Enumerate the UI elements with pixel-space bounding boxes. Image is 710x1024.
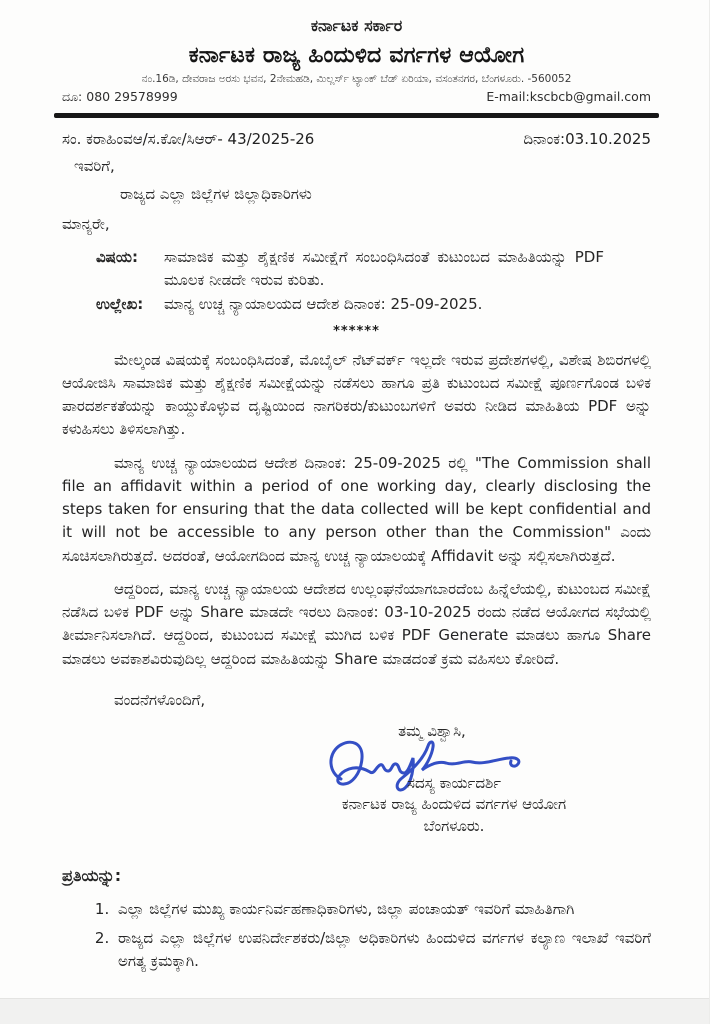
phone-number: ದೂ: 080 29578999 (62, 89, 178, 104)
body-paragraph-1: ಮೇಲ್ಕಂಡ ವಿಷಯಕ್ಕೆ ಸಂಬಂಧಿಸಿದಂತೆ, ಮೊಬೈಲ್ ನೆಟ್‌ವರ್ಕ್ ಇಲ್ಲದೇ ಇರುವ ಪ್ರದೇಶಗಳಲ್ಲಿ, ವಿಶೇಷ ಶಿಬಿರಗಳಲ್ಲಿ ಆಯೋಜಿಸಿ ಸಾಮಾಜಿಕ ಮತ್ತು ಶೈಕ್ಷಣಿಕ ಸಮೀಕ್ಷೆಯನ್ನು ನಡೆಸಲು ಹಾಗೂ ಪ್ರತಿ ಕುಟುಂಬದ ಸಮೀಕ್ಷೆ ಪೂರ್ಣಗೊಂಡ ಬಳಿಕ ಪಾರದರ್ಶಕತೆಯನ್ನು ಕಾಯ್ದುಕೊಳ್ಳುವ ದೃಷ್ಟಿಯಿಂದ ನಾಗರಿಕರು/ಕುಟುಂಬಗಳಿಗೆ ಅವರು ನೀಡಿದ ಮಾಹಿತಿಯ PDF ಅನ್ನು ಕಳುಹಿಸಲು ತಿಳಿಸಲಾಗಿತ್ತು. (62, 350, 651, 439)
reference-row (62, 130, 651, 148)
body-paragraph-3: ಆದ್ದರಿಂದ, ಮಾನ್ಯ ಉಚ್ಚ ನ್ಯಾಯಾಲಯ ಆದೇಶದ ಉಲ್ಲಂಘನೆಯಾಗಬಾರದೆಂಬ ಹಿನ್ನೆಲೆಯಲ್ಲಿ, ಕುಟುಂಬದ ಸಮೀಕ್ಷೆ ನಡೆಸಿದ ಬಳಿಕ PDF ಅನ್ನು Share ಮಾಡದೇ ಇರಲು ದಿನಾಂಕ: 03-10-2025 ರಂದು ನಡೆದ ಆಯೋಗದ ಸಭೆಯಲ್ಲಿ ತೀರ್ಮಾನಿಸಲಾಗಿದೆ. ಆದ್ದರಿಂದ, ಕುಟುಂಬದ ಸಮೀಕ್ಷೆ ಮುಗಿದ ಬಳಿಕ PDF Generate ಮಾಡಲು ಹಾಗೂ Share ಮಾಡಲು ಅವಕಾಶವಿರುವುದಿಲ್ಲ ಆದ್ದರಿಂದ ಮಾಹಿತಿಯನ್ನು Share ಮಾಡದಂತೆ ಕ್ರಮ ವಹಿಸಲು ಕೋರಿದೆ. (62, 579, 651, 668)
contact-row (62, 89, 651, 105)
letter-ref-number: ಸಂ. ಕರಾಹಿಂವಆ/ಸ.ಕೋ/ಸಿಆರ್- 43/2025-26 (62, 130, 315, 148)
office-address: ನಂ.16ಡಿ, ದೇವರಾಜ ಅರಸು ಭವನ, 2ನೇಮಹಡಿ, ಮಿಲ್ಲರ್ಸ್ ಟ್ಯಾಂಕ್ ಬೆಡ್ ಏರಿಯಾ, ವಸಂತನಗರ, ಬೆಂಗಳೂರು. -560052 (141, 73, 572, 85)
signatory-title: ಸದಸ್ಯ ಕಾರ್ಯದರ್ಶಿ (406, 773, 502, 792)
signatory-organization: ಕರ್ನಾಟಕ ರಾಜ್ಯ ಹಿಂದುಳಿದ ವರ್ಗಗಳ ಆಯೋಗ (341, 795, 567, 814)
letter-date: ದಿನಾಂಕ:03.10.2025 (523, 130, 651, 148)
scan-edge-footer (0, 999, 709, 1024)
citation-row (62, 293, 651, 316)
copy-item-1: 1. ಎಲ್ಲಾ ಜಿಲ್ಲೆಗಳ ಮುಖ್ಯ ಕಾರ್ಯನಿರ್ವಹಣಾಧಿಕಾರಿಗಳು, ಜಿಲ್ಲಾ ಪಂಚಾಯತ್ ಇವರಿಗೆ ಮಾಹಿತಿಗಾಗಿ (114, 898, 651, 921)
star-separator: ****** (333, 323, 380, 339)
to-label: ಇವರಿಗೆ, (74, 157, 115, 175)
commission-title: ಕರ್ನಾಟಕ ರಾಜ್ಯ ಹಿಂದುಳಿದ ವರ್ಗಗಳ ಆಯೋಗ (188, 43, 525, 68)
copy-item-2: 2. ರಾಜ್ಯದ ಎಲ್ಲಾ ಜಿಲ್ಲೆಗಳ ಉಪನಿರ್ದೇಶಕರು/ಜಿಲ್ಲಾ ಅಧಿಕಾರಿಗಳು ಹಿಂದುಳಿದ ವರ್ಗಗಳ ಕಲ್ಯಾಣ ಇಲಾಖೆ ಇವರಿಗೆ ಅಗತ್ಯ ಕ್ರಮಕ್ಕಾಗಿ. (114, 927, 651, 972)
copies-list (62, 898, 651, 973)
header-divider (54, 113, 659, 118)
government-title: ಕರ್ನಾಟಕ ಸರ್ಕಾರ (310, 16, 403, 35)
greeting-line: ಮಾನ್ಯರೇ, (62, 215, 110, 233)
citation-label: ಉಲ್ಲೇಖ: (96, 295, 144, 313)
email-address: E-mail:kscbcb@gmail.com (486, 89, 651, 104)
yours-faithfully: ತಮ್ಮ ವಿಶ್ವಾಸಿ, (398, 721, 466, 740)
copies-label: ಪ್ರತಿಯನ್ನು: (62, 865, 122, 885)
signatory-place: ಬೆಂಗಳೂರು. (423, 817, 485, 835)
body-paragraph-2: ಮಾನ್ಯ ಉಚ್ಚ ನ್ಯಾಯಾಲಯದ ಆದೇಶ ದಿನಾಂಕ: 25-09-2025 ರಲ್ಲಿ "The Commission shall file an affidavit within a period of one working day, clearly disclosing the steps taken for ensuring that the data collected will be kept confidential and it will not be accessible to any person other than the Commission" ಎಂದು ಸೂಚಿಸಲಾಗಿರುತ್ತದೆ. ಅದರಂತೆ, ಆಯೋಗದಿಂದ ಮಾನ್ಯ ಉಚ್ಚ ನ್ಯಾಯಾಲಯಕ್ಕೆ Affidavit ಅನ್ನು ಸಲ್ಲಿಸಲಾಗಿರುತ್ತದೆ. (62, 453, 651, 565)
subject-text: ಸಾಮಾಜಿಕ ಮತ್ತು ಶೈಕ್ಷಣಿಕ ಸಮೀಕ್ಷೆಗೆ ಸಂಬಂಧಿಸಿದಂತೆ ಕುಟುಂಬದ ಮಾಹಿತಿಯನ್ನು PDF ಮೂಲಕ ನೀಡದೇ ಇರುವ ಕುರಿತು. (164, 248, 604, 289)
subject-label: ವಿಷಯ: (96, 248, 138, 266)
signature-block (279, 721, 629, 838)
recipient-line: ರಾಜ್ಯದ ಎಲ್ಲಾ ಜಿಲ್ಲೆಗಳ ಜಿಲ್ಲಾಧಿಕಾರಿಗಳು (120, 185, 312, 203)
subject-row (62, 246, 651, 291)
citation-text: ಮಾನ್ಯ ಉಚ್ಚ ನ್ಯಾಯಾಲಯದ ಆದೇಶ ದಿನಾಂಕ: 25-09-2025. (164, 295, 483, 313)
closing-regards: ವಂದನೆಗಳೊಂದಿಗೆ, (114, 690, 206, 709)
